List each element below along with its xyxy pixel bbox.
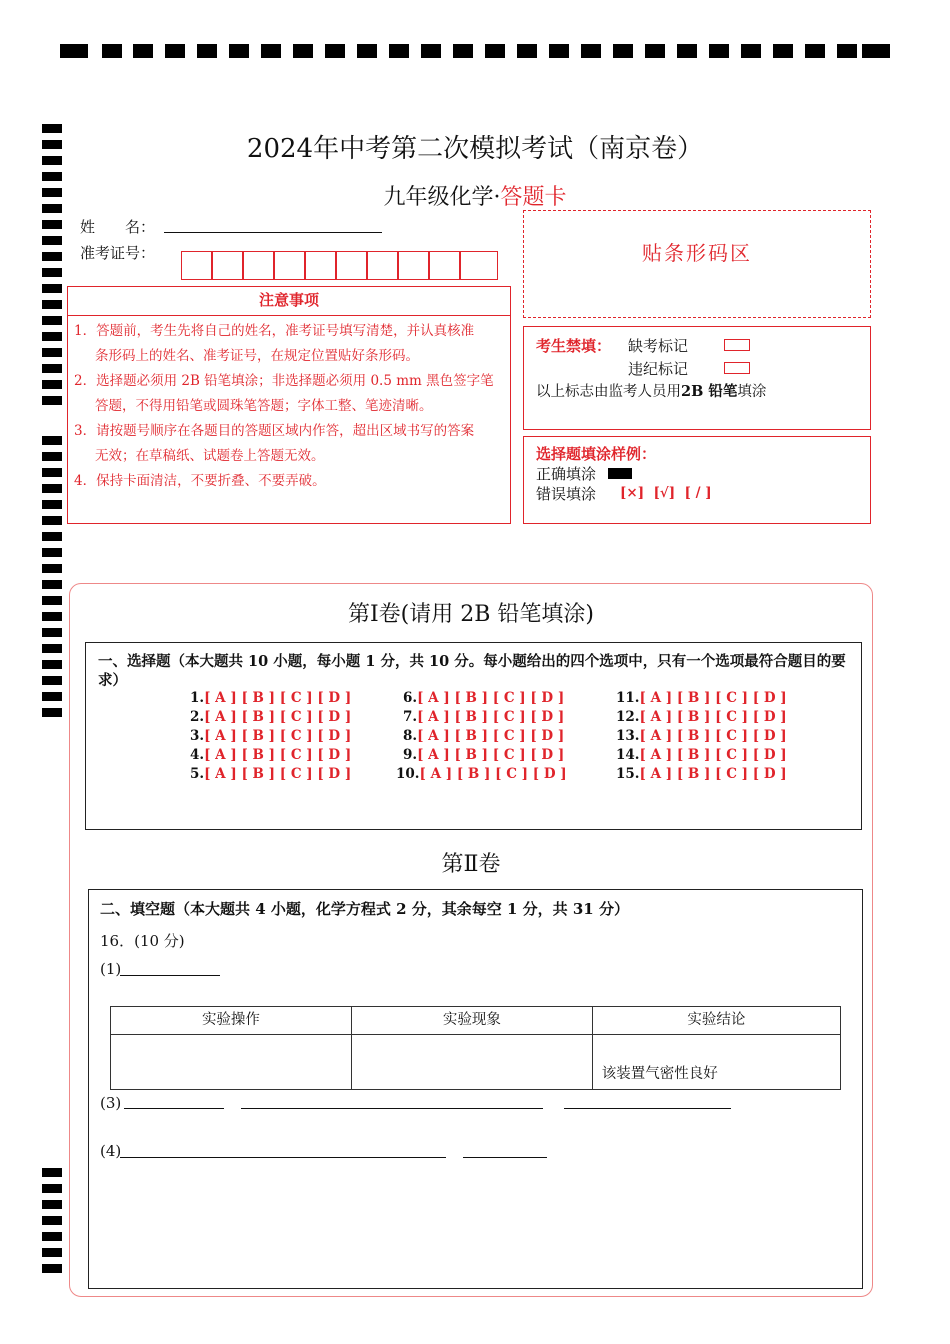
sample-wrong-marks: [×] [√] [ / ] [620,485,712,501]
table-cell-conclusion: 该装置气密性良好 [592,1035,840,1090]
timing-mark [42,1264,62,1273]
forbidden-title: 考生禁填： [536,337,612,355]
q16-part3-label: (3) [100,1094,122,1112]
id-digit-box[interactable] [398,251,429,280]
barcode-label: 贴条形码区 [642,241,752,265]
question-number: 12. [616,709,640,725]
question-options[interactable]: [ A ] [ B ] [ C ] [ D ] [204,728,352,744]
question-options[interactable]: [ A ] [ B ] [ C ] [ D ] [417,690,565,706]
notice-item: 4．保持卡面清洁，不要折叠、不要弄破。 [74,473,326,489]
choice-question[interactable] [403,709,564,725]
timing-mark [389,44,409,58]
timing-mark [485,44,505,58]
timing-mark [42,436,62,445]
question-options[interactable]: [ A ] [ B ] [ C ] [ D ] [204,766,352,782]
id-label: 准考证号： [80,244,156,262]
timing-mark [42,380,62,389]
timing-mark [42,284,62,293]
id-digit-box[interactable] [305,251,336,280]
question-number: 15. [616,766,640,782]
question-options[interactable]: [ A ] [ B ] [ C ] [ D ] [417,747,565,763]
question-options[interactable]: [ A ] [ B ] [ C ] [ D ] [639,766,787,782]
timing-mark [613,44,633,58]
question-number: 10. [396,766,420,782]
timing-mark [42,676,62,685]
choice-question[interactable] [190,766,351,782]
timing-mark [42,300,62,309]
timing-mark [517,44,537,58]
choice-question[interactable] [190,690,351,706]
answer-blank[interactable] [564,1108,731,1109]
experiment-table [110,1006,841,1090]
choice-question[interactable] [616,690,787,706]
timing-mark [42,452,62,461]
timing-mark [42,644,62,653]
absent-checkbox[interactable] [724,339,750,351]
timing-mark [42,500,62,509]
timing-mark [773,44,793,58]
question-options[interactable]: [ A ] [ B ] [ C ] [ D ] [639,747,787,763]
choice-question[interactable] [403,747,564,763]
notice-header [67,286,511,316]
forbidden-note-post: 填涂 [737,384,767,400]
answer-blank[interactable] [241,1108,543,1109]
page-title: 2024年中考第二次模拟考试（南京卷） [246,134,704,164]
notice-item: 3．请按题号顺序在各题目的答题区域内作答，超出区域书写的答案 [74,423,475,439]
id-digit-box[interactable] [181,251,212,280]
question-options[interactable]: [ A ] [ B ] [ C ] [ D ] [204,690,352,706]
question-number: 6. [403,690,418,706]
timing-mark [453,44,473,58]
timing-mark [862,44,890,58]
timing-mark [421,44,441,58]
id-digit-box[interactable] [460,251,498,280]
q16-part4-label: (4) [100,1142,122,1160]
question-number: 5. [190,766,205,782]
timing-mark [42,332,62,341]
timing-mark [837,44,857,58]
answer-blank[interactable] [124,1108,224,1109]
timing-mark [42,548,62,557]
question-options[interactable]: [ A ] [ B ] [ C ] [ D ] [419,766,567,782]
question-options[interactable]: [ A ] [ B ] [ C ] [ D ] [417,709,565,725]
table-cell-operation[interactable] [111,1035,352,1090]
timing-mark [42,364,62,373]
question-options[interactable]: [ A ] [ B ] [ C ] [ D ] [639,728,787,744]
timing-mark [42,468,62,477]
question-number: 2. [190,709,205,725]
forbidden-note-bold: 2B 铅笔 [681,383,738,400]
notice-item: 2．选择题必须用 2B 铅笔填涂；非选择题必须用 0.5 mm 黑色签字笔 [74,373,494,389]
sample-wrong-label: 错误填涂 [536,485,597,503]
notice-item: 1．答题前，考生先将自己的姓名，准考证号填写清楚，并认真核准 [74,323,475,339]
timing-mark [42,236,62,245]
choice-question[interactable] [616,766,787,782]
barcode-area [523,210,871,318]
timing-mark [197,44,217,58]
notice-box [67,315,511,524]
timing-mark [805,44,825,58]
timing-mark [165,44,185,58]
name-label: 姓 名： [80,218,156,236]
choice-question[interactable] [403,728,564,744]
timing-mark [133,44,153,58]
question-number: 1. [190,690,205,706]
notice-title: 注意事项 [258,291,319,309]
timing-mark [42,708,62,717]
subtitle-red: 答题卡 [500,185,567,210]
timing-mark [42,628,62,637]
timing-mark [42,564,62,573]
forbidden-box [523,326,871,430]
id-digit-box[interactable] [336,251,367,280]
id-digit-box[interactable] [429,251,460,280]
choice-question[interactable] [396,766,567,782]
sample-title: 选择题填涂样例： [536,445,657,463]
timing-mark [325,44,345,58]
timing-mark [42,580,62,589]
choice-question[interactable] [616,728,787,744]
timing-mark [42,220,62,229]
question-number: 8. [403,728,418,744]
forbidden-note-pre: 以上标志由监考人员用 [536,384,681,400]
timing-mark [42,484,62,493]
question-options[interactable]: [ A ] [ B ] [ C ] [ D ] [639,709,787,725]
timing-mark [741,44,761,58]
timing-mark [42,1200,62,1209]
timing-mark [102,44,122,58]
question-number: 11. [616,690,640,706]
page-subtitle [0,180,950,211]
sample-correct-label: 正确填涂 [536,465,597,483]
timing-mark [549,44,569,58]
id-digit-box[interactable] [274,251,305,280]
timing-mark [357,44,377,58]
timing-mark [42,612,62,621]
choice-heading: 一、选择题（本大题共 10 小题，每小题 1 分，共 10 分。每小题给出的四个选项中，只有一个选项最符合题目的要求） [98,653,846,689]
question-number: 14. [616,747,640,763]
timing-mark [42,1248,62,1257]
table-cell-phenomenon[interactable] [351,1035,592,1090]
timing-mark [42,252,62,261]
part1-title: 第Ⅰ卷(请用 2B 铅笔填涂) [347,602,594,627]
timing-mark [42,1168,62,1177]
timing-mark [581,44,601,58]
timing-mark [42,532,62,541]
question-number: 4. [190,747,205,763]
question-number: 13. [616,728,640,744]
notice-item: 条形码上的姓名、准考证号，在规定位置贴好条形码。 [95,348,419,364]
timing-mark [42,516,62,525]
name-field[interactable] [164,232,382,233]
timing-mark [42,348,62,357]
question-number: 7. [403,709,418,725]
timing-mark [645,44,665,58]
id-digit-box[interactable] [212,251,243,280]
choice-question[interactable] [190,747,351,763]
choice-question[interactable] [616,747,787,763]
filled-mark-sample [608,468,632,479]
choice-question[interactable] [190,709,351,725]
sample-box [523,436,871,524]
question-options[interactable]: [ A ] [ B ] [ C ] [ D ] [204,747,352,763]
id-digit-box[interactable] [243,251,274,280]
question-options[interactable]: [ A ] [ B ] [ C ] [ D ] [639,690,787,706]
table-header: 实验现象 [351,1007,592,1035]
timing-mark [60,44,88,58]
subtitle-main: 九年级化学· [383,185,501,210]
fill-heading: 二、填空题（本大题共 4 小题，化学方程式 2 分，其余每空 1 分，共 31 分） [100,900,629,918]
forbidden-note [536,380,766,401]
question-number: 9. [403,747,418,763]
absent-label: 缺考标记 [628,337,689,355]
timing-mark [42,1232,62,1241]
q16-label: 16．(10 分) [100,932,185,950]
answer-blank[interactable] [463,1157,547,1158]
violation-label: 违纪标记 [628,360,689,378]
timing-mark [42,1216,62,1225]
answer-blank[interactable] [120,1157,446,1158]
violation-checkbox[interactable] [724,362,750,374]
table-header: 实验结论 [592,1007,840,1035]
choice-question[interactable] [616,709,787,725]
table-header: 实验操作 [111,1007,352,1035]
timing-mark [677,44,697,58]
timing-mark [229,44,249,58]
timing-mark [293,44,313,58]
timing-mark [42,1184,62,1193]
question-options[interactable]: [ A ] [ B ] [ C ] [ D ] [204,709,352,725]
timing-mark [42,396,62,405]
timing-mark [42,596,62,605]
q16-part1-label: (1) [100,960,122,978]
timing-mark [261,44,281,58]
id-digit-box[interactable] [367,251,398,280]
timing-mark [42,268,62,277]
timing-mark [42,660,62,669]
choice-question[interactable] [403,690,564,706]
question-number: 3. [190,728,205,744]
part2-title: 第Ⅱ卷 [441,852,501,877]
notice-item: 无效；在草稿纸、试题卷上答题无效。 [95,448,325,464]
question-options[interactable]: [ A ] [ B ] [ C ] [ D ] [417,728,565,744]
notice-item: 答题，不得用铅笔或圆珠笔答题；字体工整、笔迹清晰。 [95,398,433,414]
timing-mark [42,692,62,701]
timing-mark [709,44,729,58]
answer-blank[interactable] [120,975,220,976]
timing-mark [42,316,62,325]
choice-question[interactable] [190,728,351,744]
